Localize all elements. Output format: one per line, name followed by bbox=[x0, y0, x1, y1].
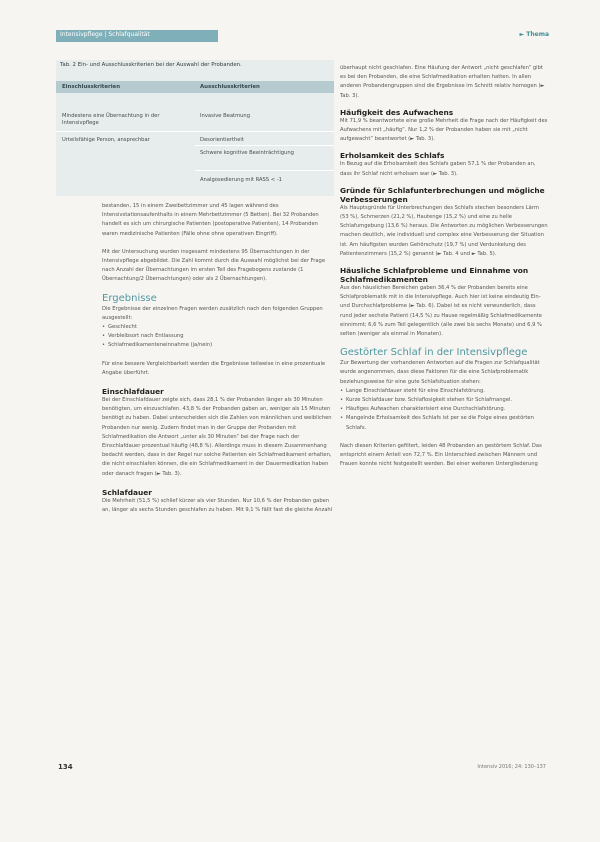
paragraph: überhaupt nicht geschlafen. Eine Häufung der Antwort „nicht geschlafen“ gibt es bei den Probanden, die eine Schlafmedikation erhalten hatten. In allen anderen Probandengruppen sind die Ergebnisse im Schnitt relativ homogen (► Tab. 3). bbox=[340, 65, 545, 99]
right-column bbox=[340, 64, 548, 470]
subheading: Erholsamkeit des Schlafs bbox=[340, 151, 445, 161]
arrow-icon: ► bbox=[519, 31, 525, 38]
table-cell: Schwere kognitive Beeinträchtigung bbox=[200, 150, 294, 156]
section-heading: Gestörter Schlaf in der Intensivpflege bbox=[340, 347, 528, 359]
paragraph: Mit der Untersuchung wurden insgesamt mindestens 95 Übernachtungen in der Intensivpflege abgebildet. Die Zahl kommt durch die Auswahl möglichst bei der Frage nach Anzahl der Übernachtungen im ersten Teil des Fragebogens zustande (1 Übernachtung/2 Übernachtungen) oder als 2 Übernachtungen). bbox=[102, 248, 326, 283]
paragraph: Die Mehrheit (51,5 %) schlief kürzer als vier Stunden. Nur 10,6 % der Probanden gaben an, länger als sechs Stunden geschlafen zu haben. Mit 9,1 % fällt fast die gleiche Anzahl bbox=[102, 497, 333, 514]
table-cell: Desorientiertheit bbox=[200, 137, 244, 143]
table-col-exclusion: Ausschlusskriterien bbox=[200, 84, 260, 90]
paragraph: Bei der Einschlafdauer zeigte sich, dass 28,1 % der Probanden länger als 30 Minuten benötigten, um einzuschlafen. 43,8 % der Probanden gaben an, weniger als 15 Minuten benötigt zu haben. Dabei unterscheiden sich die Zahlen von männlichen und weiblichen Probanden nur wenig. Zudem findet man in der Gruppe der Probanden mit Schlafmedikation die Antwort „unter als 30 Minuten“ bei der Frage nach der Einschlafdauer prozentual häufig (48,8 %). Allerdings muss in diesem Zusammenhang bedacht werden, dass in der Regel nur solche Patienten ein Schlafmedikament erhalten, die nicht einschlafen können, die ein Schlafmedikament in der Dauermedikation haben oder danach fragen (► Tab. 3). bbox=[102, 397, 332, 477]
subheading: Gründe für Schlafunterbrechungen und mögliche Verbesserungen bbox=[340, 185, 545, 204]
running-head: Intensivpflege | Schlafqualität bbox=[60, 31, 150, 38]
paragraph: In Bezug auf die Erholsamkeit des Schlafs gaben 57,1 % der Probanden an, dass ihr Schlaf nicht erholsam war (► Tab. 3). bbox=[340, 161, 536, 177]
paragraph: Aus den häuslichen Bereichen gaben 36,4 % der Probanden bereits eine Schlafproblematik mit in die Intensivpflege. Auch hier ist keine eindeutig Ein- und Durchschlafprobleme (► Tab. 6). Dabei ist es nicht verwunderlich, dass rund jeder sechste Patient (14,5 %) zu Hause regelmäßig Schlafmedikamente einnimmt; 6,6 % zum Teil gelegentlich (alle zwei bis sechs Monate) und 6,9 % selten (weniger als einmal in Monaten). bbox=[340, 285, 542, 338]
journal-citation: Intensiv 2016; 24: 130–137 bbox=[477, 764, 546, 770]
list-item: • Schlafmedikamenteneinnahme (ja/nein) bbox=[102, 341, 334, 350]
subheading: Häufigkeit des Aufwachens bbox=[340, 107, 454, 117]
table-caption: Tab. 2 Ein- und Ausschlusskriterien bei der Auswahl der Probanden. bbox=[60, 62, 242, 68]
list-item: • Lange Einschlafdauer steht für eine Einschlafstörung. bbox=[340, 387, 548, 396]
table-rule bbox=[56, 131, 334, 132]
table-cell: Analgosedierung mit RASS < -1 bbox=[200, 177, 282, 183]
table-cell: Invasive Beatmung bbox=[200, 113, 251, 119]
table-col-inclusion: Einschlusskriterien bbox=[62, 84, 121, 90]
table-cell: Urteilsfähige Person, ansprechbar bbox=[62, 137, 150, 143]
list-item: • Häufiges Aufwachen charakterisiert eine Durchschlafstörung. bbox=[340, 405, 548, 414]
table-rule bbox=[195, 170, 334, 171]
paragraph: Die Ergebnisse der einzelnen Fragen werden zusätzlich nach den folgenden Gruppen ausgestellt: bbox=[102, 305, 323, 321]
category-label bbox=[520, 31, 549, 38]
paragraph: Als Hauptsgründe für Unterbrechungen des Schlafs stechen besonders Lärm (53 %), Schmerzen (21,2 %), Hautenge (15,2 %) und eine zu helle Schlafumgebung (13,6 %) heraus. Die Antworten zu möglichen Verbesserungen machen deutlich, wie individuell und complex eine Verbesserung der Situation ist. Am häufigsten wurden Gehörschutz (19,7 %) und Verdunkelung des Patientenzimmers (15,2 %) genannt (► Tab. 4 und ► Tab. 5). bbox=[340, 204, 548, 257]
paragraph: bestanden, 15 in einem Zweibettzimmer und 45 lagen während des Intensivstationsaufenthalts in einem Mehrbettzimmer (5 Betten). Bei 32 Probanden handelt es sich um chirurgische Patienten (postoperative Patienten), 14 Probanden waren medizinische Patienten (Fälle ohne ohne operativen Eingriff). bbox=[102, 203, 319, 237]
subheading: Schlafdauer bbox=[102, 487, 152, 497]
paragraph: Mit 71,9 % beantwortete eine große Mehrheit die Frage nach der Häufigkeit des Aufwachens mit „häufig“. Nur 1,2 % der Probanden haben sie mit „nicht aufgewacht“ beantwortet (► Tab. 3). bbox=[340, 117, 548, 143]
table-cell: Mindestens eine Übernachtung in der Intensivpflege bbox=[62, 113, 160, 126]
paragraph: Zur Bewertung der vorhandenen Antworten auf die Fragen zur Schlafqualität wurde angenommen, dass diese Faktoren für die eine Schlafproblematik beziehungsweise für eine gute Schlafsituation stehen: bbox=[340, 360, 540, 385]
page-number: 134 bbox=[58, 763, 73, 771]
section-heading-results: Ergebnisse bbox=[102, 292, 157, 304]
paragraph: Für eine bessere Vergleichbarkeit werden die Ergebnisse teilweise in eine prozentuale Angabe überführt. bbox=[102, 360, 326, 376]
list-item: • Verbleibsort nach Entlassung bbox=[102, 332, 334, 341]
list-item: • Geschlecht bbox=[102, 323, 334, 332]
list-item: • Kurze Schlafdauer bzw. Schlaflosigkeit stehen für Schlafmangel. bbox=[340, 396, 548, 405]
category-text: Thema bbox=[526, 31, 549, 38]
paragraph: Nach diesen Kriterien gefiltert, leiden 48 Probanden an gestörtem Schlaf. Das entspricht einem Anteil von 72,7 %. Ein Unterschied zwischen Männern und Frauen konnte nicht festgestellt werden. Bei einer weiteren Untergliederung bbox=[340, 442, 542, 468]
subheading: Häusliche Schlafprobleme und Einnahme von Schlafmedikamenten bbox=[340, 266, 529, 285]
subheading: Einschlafdauer bbox=[102, 387, 164, 397]
list-item: • Mangelnde Erholsamkeit des Schlafs ist per se die Folge eines gestörten Schlafs. bbox=[340, 414, 548, 432]
left-column bbox=[102, 202, 334, 515]
table-rule bbox=[195, 145, 334, 146]
